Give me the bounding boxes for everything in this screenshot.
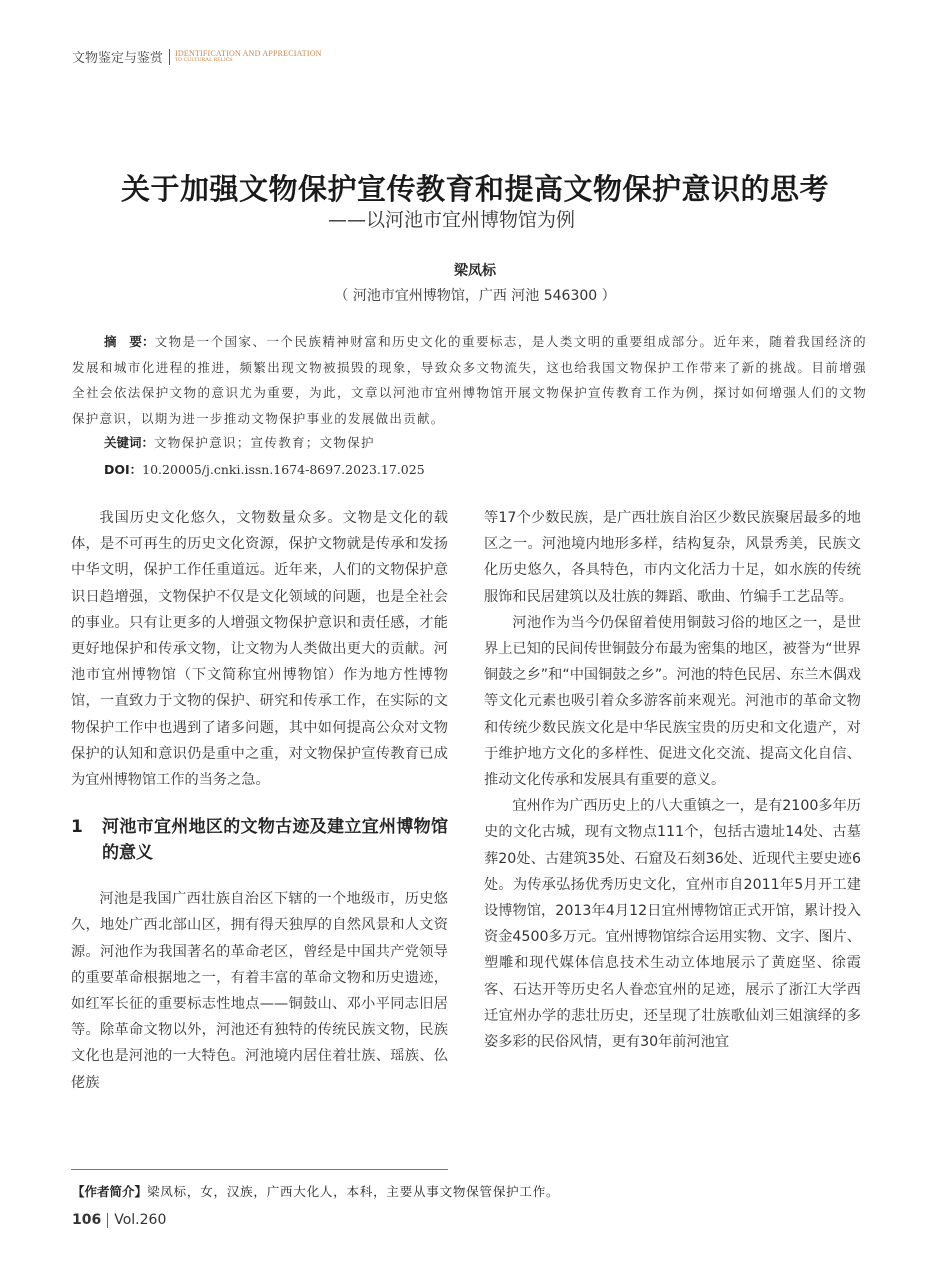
article-subtitle: ——以河池市宜州博物馆为例 (328, 209, 576, 231)
abstract-text: 文物是一个国家、一个民族精神财富和历史文化的重要标志，是人类文明的重要组成部分。近年来，随着我国经济的发展和城市化进程的推进，频繁出现文物被损毁的现象，导致众多文物流失，这也给我国文物保护工作带来了新的挑战。目前增强全社会依法保护文物的意识尤为重要，为此，文章以河池市宜州博物馆开展文物保护宣传教育工作为例，探讨如何增强人们的文物保护意识，以期为进一步推动文物保护事业的发展做出贡献。 (72, 334, 867, 426)
paragraph: 我国历史文化悠久，文物数量众多。文物是文化的载体，是不可再生的历史文化资源，保护文物就是传承和发扬中华文明，保护工作任重道远。近年来，人们的文物保护意识日趋增强，文物保护不仅是文化领域的问题，也是全社会的事业。只有让更多的人增强文物保护意识和责任感，才能更好地保护和传承文物，让文物为人类做出更大的贡献。河池市宜州博物馆（下文简称宜州博物馆）作为地方性博物馆，一直致力于文物的保护、研究和传承工作，在实际的文物保护工作中也遇到了诸多问题，其中如何提高公众对文物保护的认知和意识仍是重中之重，对文物保护宣传教育已成为宜州博物馆工作的当务之急。 (71, 510, 448, 789)
keywords (104, 433, 375, 451)
doi-text: 10.20005/j.cnki.issn.1674-8697.2023.17.025 (142, 462, 425, 477)
author-name: 梁凤标 (454, 263, 496, 279)
section-heading (71, 814, 448, 866)
doi-label: DOI： (104, 462, 143, 477)
author-affiliation: （ 河池市宜州博物馆，广西 河池 546300 ） (334, 288, 616, 304)
page-number: 106 (72, 1212, 102, 1228)
keywords-label: 关键词： (104, 435, 155, 450)
header-divider (169, 49, 170, 65)
abstract (72, 329, 867, 431)
paragraph: 等17个少数民族，是广西壮族自治区少数民族聚居最多的地区之一。河池境内地形多样，结构复杂，风景秀美，民族文化历史悠久，各具特色，市内文化活力十足，如水族的传统服饰和民居建筑以及壮族的舞蹈、歌曲、竹编手工艺品等。 (484, 510, 861, 605)
body-column-left (71, 505, 448, 1096)
author-footnote (72, 1182, 559, 1200)
journal-name-en-line2: TO CULTURAL RELICS (175, 56, 233, 63)
volume-number: Vol.260 (114, 1212, 167, 1228)
footnote-text: 梁凤标，女，汉族，广西大化人，本科，主要从事文物保管保护工作。 (147, 1184, 560, 1199)
journal-name-en-line1: IDENTIFICATION AND APPRECIATION (175, 48, 322, 58)
page-footer (72, 1212, 166, 1228)
footnote-divider (71, 1169, 448, 1170)
abstract-label: 摘 要： (104, 334, 155, 349)
keywords-text: 文物保护意识；宣传教育；文物保护 (154, 435, 375, 450)
article-title: 关于加强文物保护宣传教育和提高文物保护意识的思考 (120, 172, 829, 206)
paragraph: 河池是我国广西壮族自治区下辖的一个地级市，历史悠久，地处广西北部山区，拥有得天独厚的自然风景和人文资源。河池作为我国著名的革命老区，曾经是中国共产党领导的重要革命根据地之一，有着丰富的革命文物和历史遗迹，如红军长征的重要标志性地点——铜鼓山、邓小平同志旧居等。除革命文物以外，河池还有独特的传统民族文物，民族文化也是河池的一大特色。河池境内居住着壮族、瑶族、仫佬族 (71, 891, 448, 1091)
footnote-label: 【作者简介】 (72, 1184, 148, 1199)
doi (104, 460, 425, 478)
journal-name-cn: 文物鉴定与鉴赏 (72, 51, 164, 66)
journal-name-en (175, 50, 322, 64)
page-footer-divider (107, 1213, 108, 1228)
section-title: 河池市宜州地区的文物古迹及建立宜州博物馆的意义 (102, 817, 448, 864)
body-column-right (484, 505, 861, 1055)
section-number: 1 (71, 817, 83, 838)
journal-header (72, 47, 322, 66)
paragraph: 河池作为当今仍保留着使用铜鼓习俗的地区之一，是世界上已知的民间传世铜鼓分布最为密集的地区，被誉为“世界铜鼓之乡”和“中国铜鼓之乡”。河池的特色民居、东兰木偶戏等文化元素也吸引着众多游客前来观光。河池市的革命文物和传统少数民族文化是中华民族宝贵的历史和文化遗产，对于维护地方文化的多样性、促进文化交流、提高文化自信、推动文化传承和发展具有重要的意义。 (484, 614, 861, 789)
paragraph: 宜州作为广西历史上的八大重镇之一，是有2100多年历史的文化古城，现有文物点111个，包括古遗址14处、古墓葬20处、古建筑35处、石窟及石刻36处、近现代主要史迹6处。为传承弘扬优秀历史文化，宜州市自2011年5月开工建设博物馆，2013年4月12日宜州博物馆正式开馆，累计投入资金4500多万元。宜州博物馆综合运用实物、文字、图片、塑雕和现代媒体信息技术生动立体地展示了黄庭坚、徐霞客、石达开等历史名人眷恋宜州的足迹，展示了浙江大学西迁宜州办学的悲壮历史，还呈现了壮族歌仙刘三姐演绎的多姿多彩的民俗风情，更有30年前河池宜 (484, 798, 861, 1051)
